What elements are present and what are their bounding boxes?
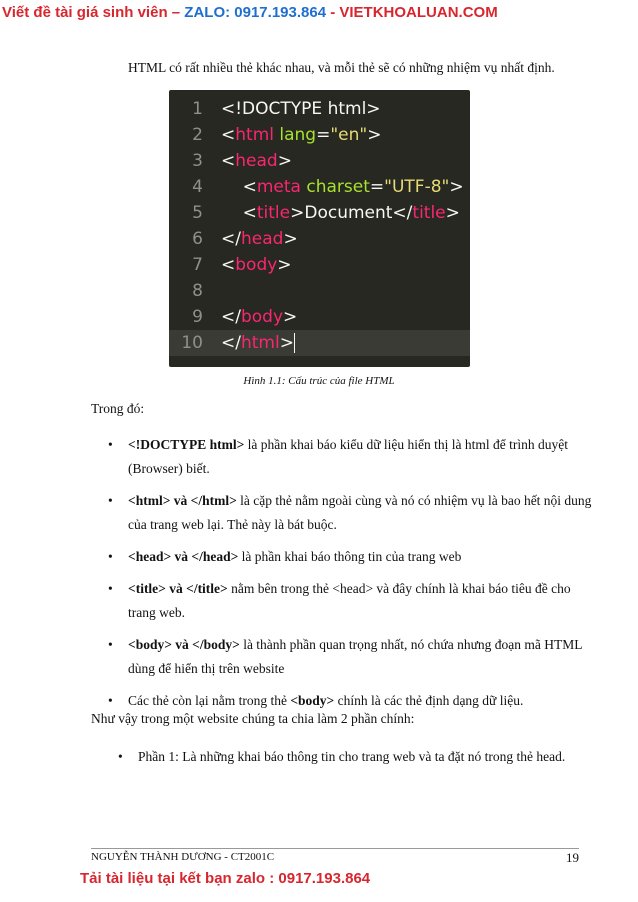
list-item: • <!DOCTYPE html> là phần khai báo kiểu dữ liệu hiển thị là html để trình duyệt (Browser) biết. bbox=[102, 433, 592, 481]
code-text: <meta charset="UTF-8"> bbox=[221, 177, 464, 197]
footer-author: NGUYỄN THÀNH DƯƠNG - CT2001C bbox=[91, 851, 275, 863]
parts-list bbox=[112, 745, 572, 769]
line-number: 5 bbox=[192, 203, 203, 223]
code-line bbox=[169, 304, 470, 330]
code-line bbox=[169, 148, 470, 174]
list-item: • Các thẻ còn lại nằm trong thẻ <body> chính là các thẻ định dạng dữ liệu. bbox=[102, 689, 592, 713]
line-number: 6 bbox=[192, 229, 203, 249]
code-line bbox=[169, 330, 470, 356]
code-line bbox=[169, 252, 470, 278]
code-line bbox=[169, 278, 470, 304]
line-number: 9 bbox=[192, 307, 203, 327]
code-line bbox=[169, 122, 470, 148]
code-text: <title>Document</title> bbox=[221, 203, 460, 223]
list-item: • Phần 1: Là những khai báo thông tin cho trang web và ta đặt nó trong thẻ head. bbox=[112, 745, 572, 769]
code-figure bbox=[169, 90, 470, 367]
intro-paragraph: HTML có rất nhiều thẻ khác nhau, và mỗi thẻ sẽ có những nhiệm vụ nhất định. bbox=[128, 60, 555, 75]
line-number: 3 bbox=[192, 151, 203, 171]
line-number: 8 bbox=[192, 281, 203, 301]
code-text: <!DOCTYPE html> bbox=[221, 99, 381, 119]
code-line bbox=[169, 200, 470, 226]
list-item: • <title> và </title> nằm bên trong thẻ <head> và đây chính là khai báo tiêu đề cho trang web. bbox=[102, 577, 592, 625]
line-number: 7 bbox=[192, 255, 203, 275]
summary-paragraph: Như vậy trong một website chúng ta chia làm 2 phần chính: bbox=[91, 711, 415, 726]
top-banner-text: Viết đề tài giá sinh viên – bbox=[2, 4, 185, 21]
top-banner bbox=[0, 0, 638, 26]
code-text: </html> bbox=[221, 333, 294, 353]
code-line bbox=[169, 96, 470, 122]
code-text: <head> bbox=[221, 151, 292, 171]
code-text: </body> bbox=[221, 307, 298, 327]
bottom-banner-text: Tải tài liệu tại kết bạn zalo : bbox=[80, 870, 279, 887]
code-line bbox=[169, 174, 470, 200]
code-line bbox=[169, 226, 470, 252]
line-number: 2 bbox=[192, 125, 203, 145]
footer-divider bbox=[91, 848, 579, 849]
top-banner-zalo: ZALO: 0917.193.864 bbox=[184, 4, 327, 21]
text-cursor bbox=[294, 333, 295, 353]
bottom-banner bbox=[80, 870, 370, 887]
line-number: 4 bbox=[192, 177, 203, 197]
lead-paragraph: Trong đó: bbox=[91, 401, 145, 416]
list-item: • <body> và </body> là thành phần quan trọng nhất, nó chứa nhưng đoạn mã HTML dùng để hiển thị trên website bbox=[102, 633, 592, 681]
bottom-banner-zalo: 0917.193.864 bbox=[278, 870, 371, 887]
line-number: 1 bbox=[192, 99, 203, 119]
code-text: <body> bbox=[221, 255, 292, 275]
list-item: • <head> và </head> là phần khai báo thông tin của trang web bbox=[102, 545, 592, 569]
code-text: <html lang="en"> bbox=[221, 125, 382, 145]
line-number: 10 bbox=[181, 333, 203, 353]
tag-explanation-list bbox=[102, 433, 592, 721]
top-banner-site: - VIETKHOALUAN.COM bbox=[326, 4, 498, 21]
figure-caption: Hình 1.1: Cấu trúc của file HTML bbox=[243, 375, 395, 387]
list-item: • <html> và </html> là cặp thẻ nằm ngoài cùng và nó có nhiệm vụ là bao hết nội dung của trang web lại. Thẻ này là bát buộc. bbox=[102, 489, 592, 537]
page-number: 19 bbox=[566, 850, 579, 865]
code-text: </head> bbox=[221, 229, 298, 249]
